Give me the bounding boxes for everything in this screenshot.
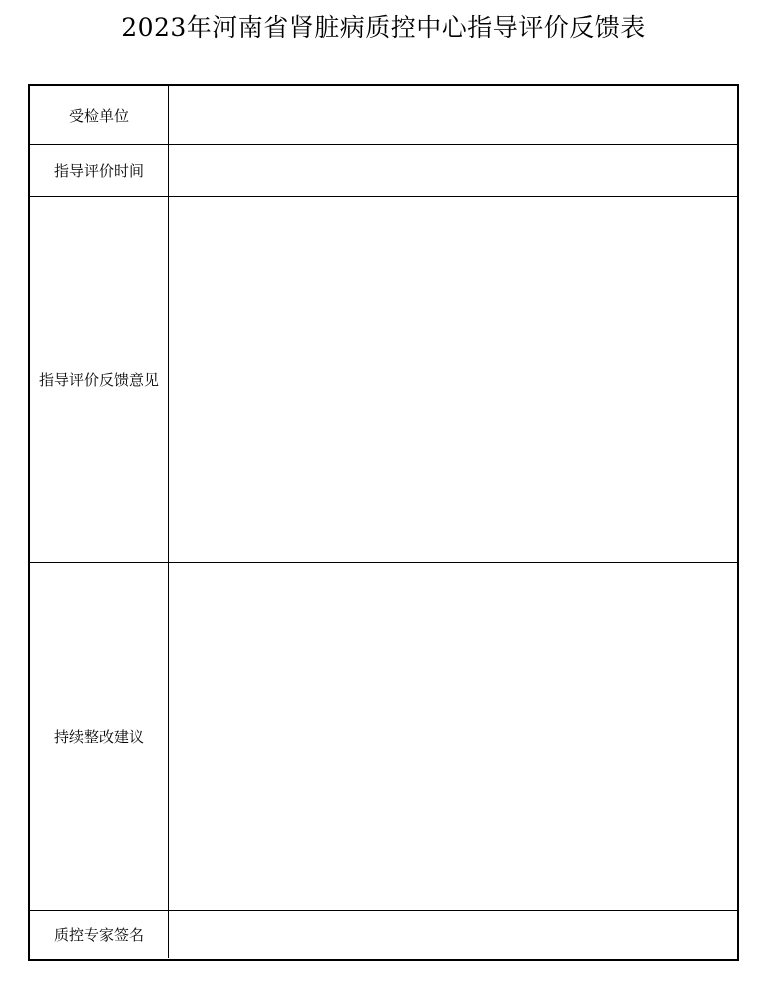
label-expert-signature: 质控专家签名 (30, 911, 169, 958)
field-feedback-opinion[interactable] (169, 197, 737, 562)
label-improvement-suggestion: 持续整改建议 (30, 563, 169, 910)
row-inspected-unit (30, 86, 737, 145)
row-improvement-suggestion (30, 563, 737, 911)
label-feedback-opinion: 指导评价反馈意见 (30, 197, 169, 562)
row-expert-signature (30, 911, 737, 958)
label-evaluation-time: 指导评价时间 (30, 145, 169, 196)
row-evaluation-time (30, 145, 737, 197)
field-improvement-suggestion[interactable] (169, 563, 737, 910)
field-inspected-unit[interactable] (169, 86, 737, 144)
field-evaluation-time[interactable] (169, 145, 737, 196)
row-feedback-opinion (30, 197, 737, 563)
label-inspected-unit: 受检单位 (30, 86, 169, 144)
feedback-form-table (28, 84, 739, 961)
field-expert-signature[interactable] (169, 911, 737, 958)
document-title: 2023年河南省肾脏病质控中心指导评价反馈表 (121, 13, 646, 42)
